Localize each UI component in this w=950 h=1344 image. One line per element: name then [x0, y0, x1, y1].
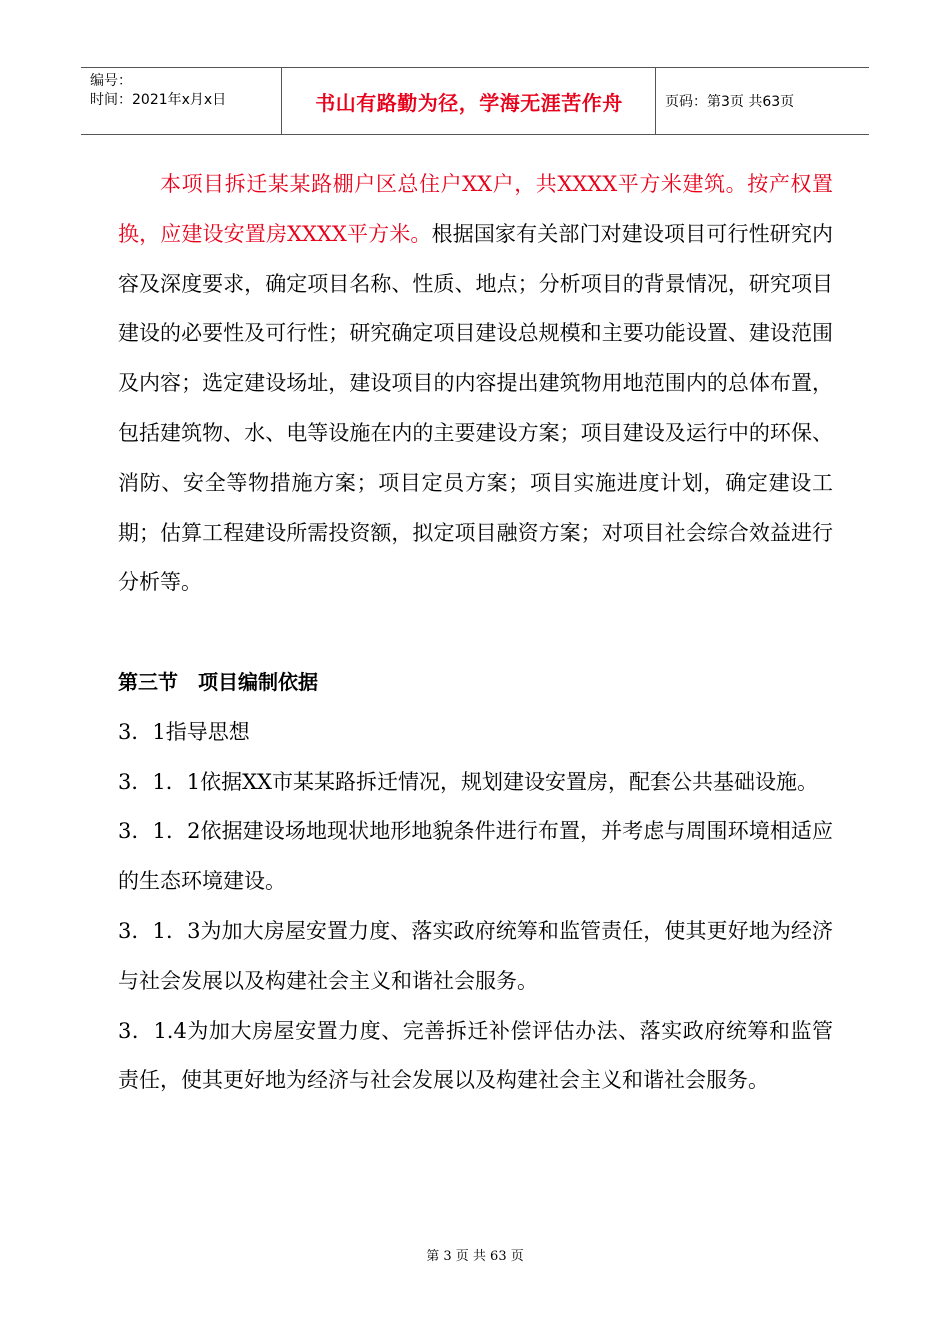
- header-motto: 书山有路勤为径，学海无涯苦作舟: [315, 90, 623, 115]
- header-time-label: 时间：2021年x月x日: [90, 92, 227, 108]
- header-number-label: 编号：: [90, 73, 132, 89]
- list-item: 3．1．2依据建设场地现状地形地貌条件进行布置，并考虑与周围环境相适应的生态环境建设。: [118, 819, 833, 894]
- header-divider: [655, 68, 656, 134]
- page-header: [81, 67, 869, 135]
- list-item: 3．1指导思想: [118, 719, 250, 744]
- list-item: 3．1．3为加大房屋安置力度、落实政府统筹和监管责任，使其更好地为经济与社会发展以及构建社会主义和谐社会服务。: [118, 918, 833, 993]
- header-divider: [281, 68, 282, 134]
- header-page-label: 页码：第3页 共63页: [665, 94, 795, 110]
- intro-body-text: 根据国家有关部门对建设项目可行性研究内容及深度要求，确定项目名称、性质、地点；分析项目的背景情况，研究项目建设的必要性及可行性；研究确定项目建设总规模和主要功能设置、建设范围及内容；选定建设场址，建设项目的内容提出建筑物用地范围内的总体布置，包括建筑物、水、电等设施在内的主要建设方案；项目建设及运行中的环保、消防、安全等物措施方案；项目定员方案；项目实施进度计划，确定建设工期；估算工程建设所需投资额，拟定项目融资方案；对项目社会综合效益进行分析等。: [118, 221, 833, 595]
- section-title: 第三节 项目编制依据: [118, 669, 318, 694]
- document-body: [118, 160, 833, 1106]
- header-meta: [90, 72, 226, 110]
- page-footer: 第 3 页 共 63 页: [426, 1249, 524, 1264]
- list-item: 3．1．1依据XX市某某路拆迁情况，规划建设安置房，配套公共基础设施。: [118, 769, 818, 794]
- list-item: 3．1.4为加大房屋安置力度、完善拆迁补偿评估办法、落实政府统筹和监管责任，使其更好地为经济与社会发展以及构建社会主义和谐社会服务。: [118, 1018, 833, 1093]
- intro-paragraph: [118, 160, 833, 608]
- intro-highlight-text: 本项目拆迁某某路棚户区总住户XX户，共XXXX平方米建筑。按产权置换，应建设安置房XXXX平方米。: [118, 172, 833, 246]
